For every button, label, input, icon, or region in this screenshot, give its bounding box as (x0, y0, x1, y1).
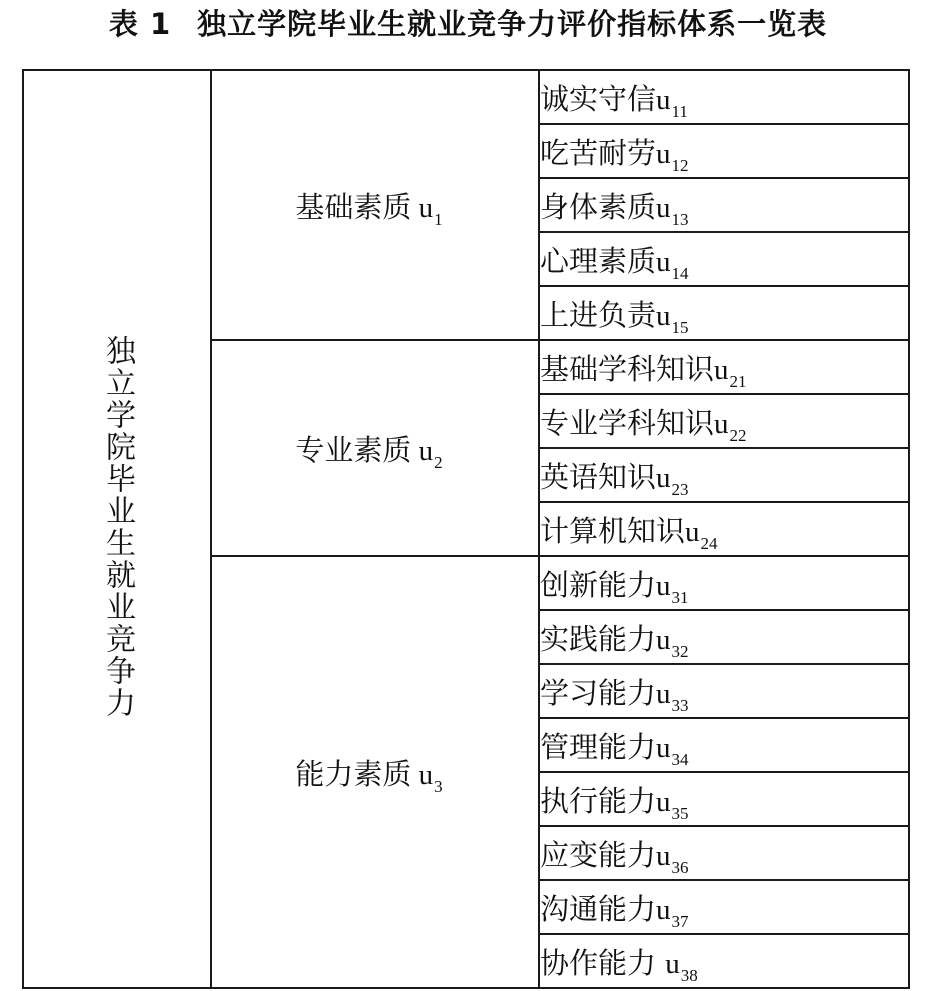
sub-indicator-name: 吃苦耐劳 (540, 135, 657, 170)
sub-indicator-cell (539, 448, 909, 502)
sub-indicator-variable: u (714, 353, 729, 386)
sub-indicator-subscript: 34 (671, 749, 689, 769)
sub-indicator-variable: u (656, 569, 671, 602)
group-indicator-label (295, 185, 443, 229)
sub-indicator-cell (539, 880, 909, 934)
sub-indicator-subscript: 13 (671, 209, 689, 229)
group-indicator-label (295, 428, 443, 472)
sub-indicator-variable: u (656, 461, 671, 494)
sub-indicator-variable: u (656, 191, 671, 224)
sub-indicator-subscript: 23 (671, 479, 689, 499)
sub-indicator-name: 上进负责 (540, 297, 657, 332)
sub-indicator-name: 沟通能力 (540, 891, 657, 926)
sub-indicator-subscript: 35 (671, 803, 689, 823)
sub-indicator-cell (539, 934, 909, 988)
sub-indicator-cell (539, 718, 909, 772)
sub-indicator-variable: u (714, 407, 729, 440)
sub-indicator-variable: u (656, 623, 671, 656)
sub-indicator-subscript: 24 (700, 533, 718, 553)
group-subscript: 1 (434, 209, 443, 229)
sub-indicator-name: 实践能力 (540, 621, 657, 656)
sub-indicator-name: 专业学科知识 (540, 405, 715, 440)
sub-indicator-subscript: 22 (729, 425, 747, 445)
group-name: 能力素质 u (295, 758, 434, 791)
sub-indicator-name: 计算机知识 (540, 513, 686, 548)
sub-indicator-name: 创新能力 (540, 567, 657, 602)
sub-indicator-subscript: 11 (671, 101, 688, 121)
group-subscript: 2 (434, 452, 443, 472)
sub-indicator-variable: u (656, 785, 671, 818)
sub-indicator-name: 学习能力 (540, 675, 657, 710)
caption-text: 独立学院毕业生就业竞争力评价指标体系一览表 (197, 7, 828, 41)
indicator-table (22, 69, 910, 989)
sub-indicator-subscript: 33 (671, 695, 689, 715)
sub-indicator-variable: u (685, 515, 700, 548)
sub-indicator-name: 英语知识 (540, 459, 657, 494)
sub-indicator-cell (539, 610, 909, 664)
group-name: 基础素质 u (295, 191, 434, 224)
sub-indicator-subscript: 15 (671, 317, 689, 337)
sub-indicator-subscript: 38 (680, 965, 698, 985)
sub-indicator-cell (539, 502, 909, 556)
caption-number: 表 1 (108, 7, 172, 41)
root-indicator-cell (23, 70, 211, 988)
table-caption (0, 2, 936, 46)
sub-indicator-cell (539, 772, 909, 826)
sub-indicator-name: 诚实守信 (540, 81, 657, 116)
sub-indicator-cell (539, 124, 909, 178)
sub-indicator-name: 应变能力 (540, 837, 657, 872)
sub-indicator-cell (539, 70, 909, 124)
sub-indicator-subscript: 21 (729, 371, 747, 391)
sub-indicator-subscript: 37 (671, 911, 689, 931)
group-indicator-cell (211, 340, 539, 556)
group-name: 专业素质 u (295, 434, 434, 467)
sub-indicator-variable: u (656, 677, 671, 710)
sub-indicator-cell (539, 556, 909, 610)
group-subscript: 3 (434, 776, 443, 796)
sub-indicator-variable: u (656, 893, 671, 926)
sub-indicator-subscript: 14 (671, 263, 689, 283)
sub-indicator-subscript: 36 (671, 857, 689, 877)
sub-indicator-subscript: 32 (671, 641, 689, 661)
sub-indicator-variable: u (656, 137, 671, 170)
sub-indicator-cell (539, 178, 909, 232)
indicator-table-body (23, 70, 909, 988)
group-indicator-cell (211, 556, 539, 988)
group-indicator-label (295, 752, 443, 796)
sub-indicator-cell (539, 286, 909, 340)
sub-indicator-name: 管理能力 (540, 729, 657, 764)
sub-indicator-name: 心理素质 (540, 243, 657, 278)
sub-indicator-subscript: 31 (671, 587, 689, 607)
sub-indicator-name: 身体素质 (540, 189, 657, 224)
sub-indicator-subscript: 12 (671, 155, 689, 175)
sub-indicator-variable: u (656, 299, 671, 332)
sub-indicator-cell (539, 340, 909, 394)
root-indicator-label: 独立学院毕业生就业竞争力 (100, 335, 135, 719)
sub-indicator-cell (539, 394, 909, 448)
sub-indicator-variable: u (656, 731, 671, 764)
sub-indicator-variable: u (656, 839, 671, 872)
sub-indicator-variable: u (656, 83, 671, 116)
sub-indicator-variable: u (665, 947, 680, 980)
sub-indicator-variable: u (656, 245, 671, 278)
sub-indicator-name: 基础学科知识 (540, 351, 715, 386)
sub-indicator-cell (539, 664, 909, 718)
sub-indicator-name: 协作能力 (540, 945, 666, 980)
table-row (23, 70, 909, 124)
sub-indicator-cell (539, 232, 909, 286)
sub-indicator-cell (539, 826, 909, 880)
group-indicator-cell (211, 70, 539, 340)
sub-indicator-name: 执行能力 (540, 783, 657, 818)
